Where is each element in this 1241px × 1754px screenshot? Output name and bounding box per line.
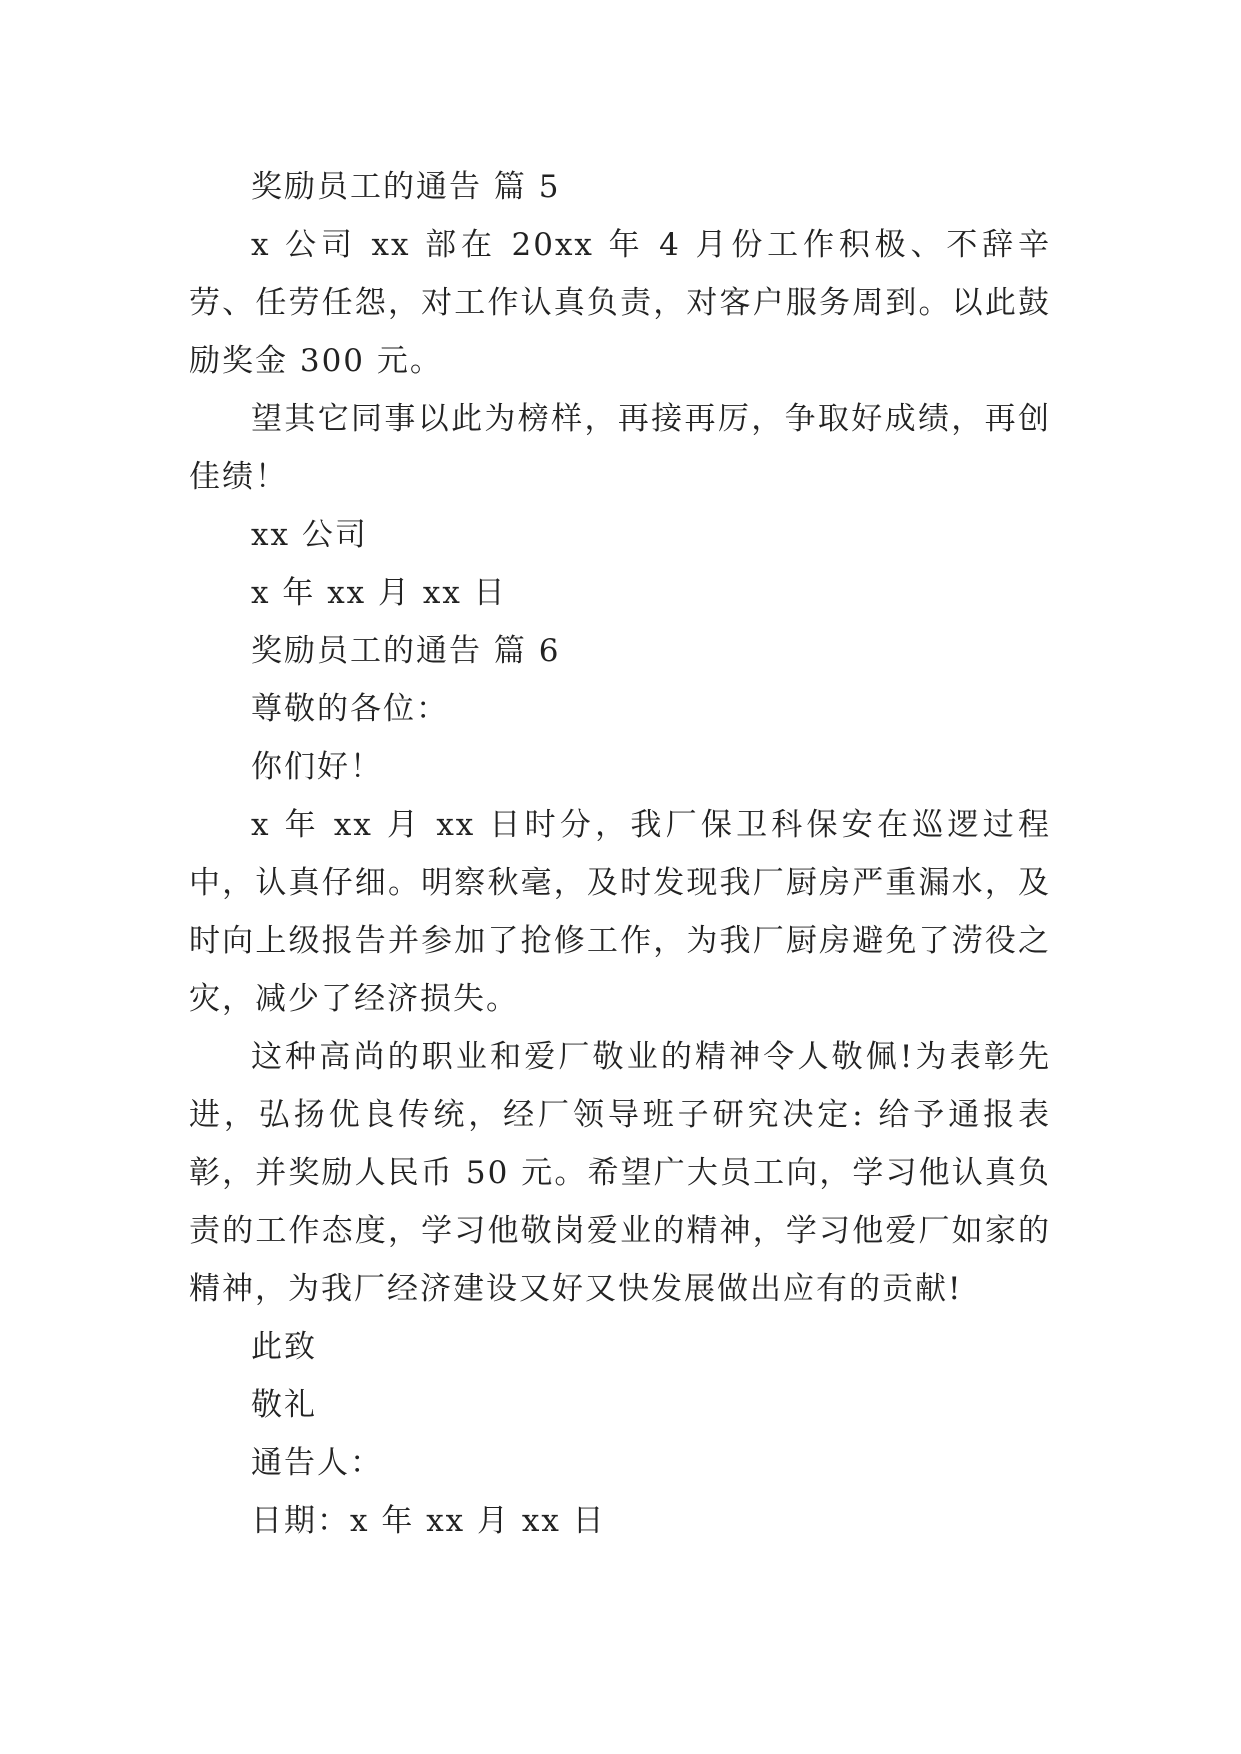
paragraph: 这种高尚的职业和爱厂敬业的精神令人敬佩!为表彰先进，弘扬优良传统，经厂领导班子研究决定: 给予通报表彰，并奖励人民币 50 元。希望广大员工向，学习他认真负责的工作态度，学习他敬岗爱业的精神，学习他爱厂如家的精神，为我厂经济建设又好又快发展做出应有的贡献!	[189, 1039, 1051, 1307]
paragraph: x 公司 xx 部在 20xx 年 4 月份工作积极、不辞辛劳、任劳任怨，对工作认真负责，对客户服务周到。以此鼓励奖金 300 元。	[189, 227, 1051, 379]
paragraph: 望其它同事以此为榜样，再接再厉，争取好成绩，再创佳绩！	[189, 401, 1051, 495]
paragraph: x 年 xx 月 xx 日时分，我厂保卫科保安在巡逻过程中，认真仔细。明察秋毫，及时发现我厂厨房严重漏水，及时向上级报告并参加了抢修工作，为我厂厨房避免了涝役之灾，减少了经济损失。	[189, 807, 1051, 1017]
closing-line: 此致	[251, 1329, 317, 1365]
section-heading: 奖励员工的通告 篇 6	[251, 633, 561, 669]
section-heading: 奖励员工的通告 篇 5	[251, 169, 561, 205]
signature-company: xx 公司	[251, 517, 368, 553]
salutation: 尊敬的各位：	[251, 691, 449, 727]
greeting: 你们好！	[251, 749, 383, 785]
date-line: 日期：x 年 xx 月 xx 日	[251, 1503, 606, 1539]
closing-line: 敬礼	[251, 1387, 317, 1423]
document-body	[189, 158, 1051, 1550]
notifier-line: 通告人：	[251, 1445, 383, 1481]
signature-date: x 年 xx 月 xx 日	[251, 575, 507, 611]
